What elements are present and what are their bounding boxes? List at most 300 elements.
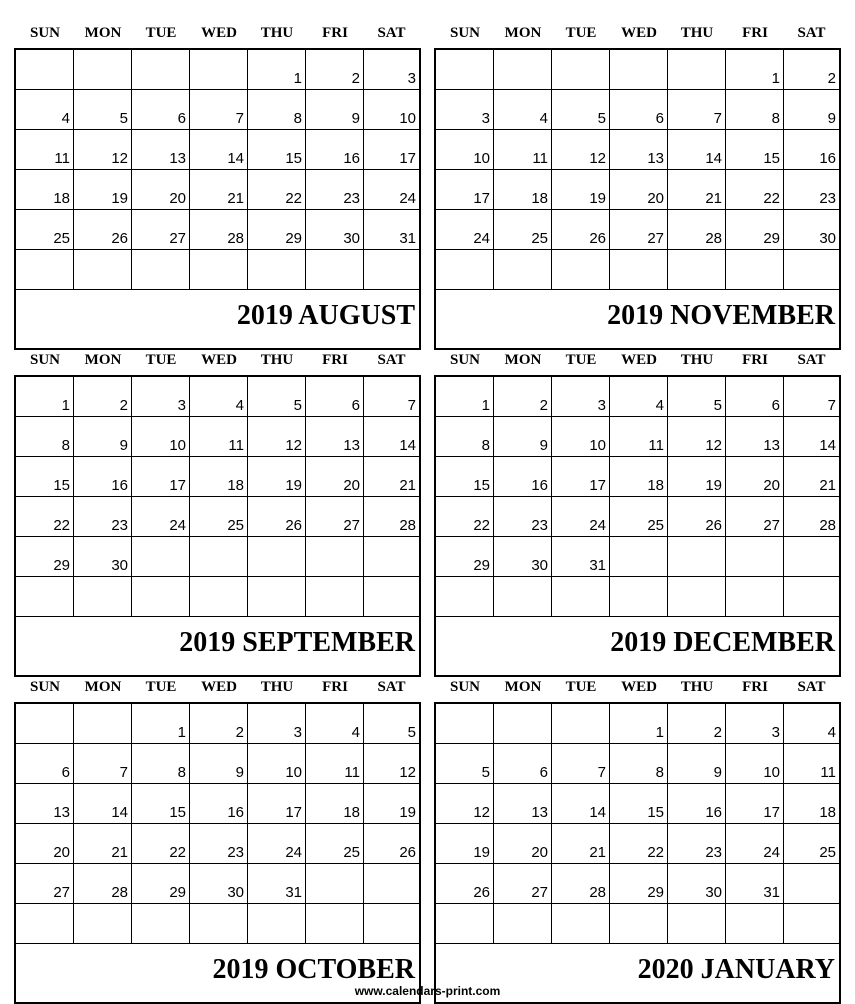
day-cell xyxy=(668,210,726,250)
day-number: 14 xyxy=(111,804,128,821)
day-cell xyxy=(132,904,190,944)
day-cell xyxy=(784,90,839,130)
day-cell xyxy=(726,457,784,497)
day-number: 28 xyxy=(819,517,836,534)
day-cell xyxy=(610,744,668,784)
day-number: 2 xyxy=(119,397,128,414)
day-cell xyxy=(16,784,74,824)
day-cell xyxy=(248,130,306,170)
day-cell xyxy=(16,250,74,290)
day-number: 21 xyxy=(111,844,128,861)
weekday-wed: WED xyxy=(201,25,237,41)
day-number: 11 xyxy=(228,437,244,454)
day-cell xyxy=(132,824,190,864)
month-grid xyxy=(434,702,841,1004)
day-cell xyxy=(74,537,132,577)
day-number: 8 xyxy=(177,764,186,781)
day-cell xyxy=(74,497,132,537)
day-cell xyxy=(74,577,132,617)
day-number: 12 xyxy=(285,437,302,454)
day-number: 18 xyxy=(227,477,244,494)
day-cell xyxy=(248,50,306,90)
day-cell xyxy=(132,50,190,90)
day-cell xyxy=(132,377,190,417)
day-cell xyxy=(74,170,132,210)
day-cell xyxy=(16,904,74,944)
day-cell xyxy=(784,50,839,90)
weekday-tue: TUE xyxy=(145,352,177,368)
day-cell xyxy=(668,864,726,904)
day-cell xyxy=(74,864,132,904)
day-cell xyxy=(16,417,74,457)
day-cell xyxy=(190,497,248,537)
day-cell xyxy=(784,704,839,744)
day-number: 28 xyxy=(589,884,606,901)
day-number: 21 xyxy=(705,190,722,207)
day-number: 12 xyxy=(473,804,490,821)
day-cell xyxy=(784,864,839,904)
day-number: 25 xyxy=(53,230,70,247)
day-number: 14 xyxy=(227,150,244,167)
day-number: 24 xyxy=(589,517,606,534)
day-number: 11 xyxy=(820,764,836,781)
day-cell xyxy=(436,457,494,497)
weekday-header xyxy=(434,349,841,375)
day-cell xyxy=(190,130,248,170)
day-cell xyxy=(610,210,668,250)
day-cell xyxy=(74,904,132,944)
day-cell xyxy=(248,864,306,904)
day-cell xyxy=(552,377,610,417)
day-number: 6 xyxy=(771,397,780,414)
day-cell xyxy=(190,537,248,577)
month-title: 2020 JANUARY xyxy=(637,954,835,985)
day-number: 7 xyxy=(119,764,128,781)
day-cell xyxy=(190,417,248,457)
day-number: 5 xyxy=(481,764,490,781)
day-cell xyxy=(668,497,726,537)
day-cell xyxy=(784,577,839,617)
day-cell xyxy=(494,377,552,417)
day-cell xyxy=(364,497,419,537)
day-cell xyxy=(132,170,190,210)
day-number: 19 xyxy=(705,477,722,494)
weekday-mon: MON xyxy=(504,25,542,41)
day-cell xyxy=(784,904,839,944)
day-cell xyxy=(248,497,306,537)
weekday-header xyxy=(14,349,421,375)
day-cell xyxy=(364,457,419,497)
day-number: 14 xyxy=(819,437,836,454)
day-number: 24 xyxy=(473,230,490,247)
weekday-sun: SUN xyxy=(29,679,60,695)
day-number: 8 xyxy=(61,437,70,454)
weekday-tue: TUE xyxy=(565,25,597,41)
day-cell xyxy=(610,170,668,210)
day-number: 30 xyxy=(819,230,836,247)
weekday-fri: FRI xyxy=(742,352,768,368)
weekday-sat: SAT xyxy=(377,679,406,695)
day-number: 26 xyxy=(705,517,722,534)
day-number: 23 xyxy=(705,844,722,861)
day-cell xyxy=(784,377,839,417)
day-cell xyxy=(132,90,190,130)
day-cell xyxy=(726,130,784,170)
day-number: 31 xyxy=(763,884,780,901)
day-cell xyxy=(494,50,552,90)
weekday-thu: THU xyxy=(260,679,294,695)
day-number: 15 xyxy=(53,477,70,494)
day-cell xyxy=(610,90,668,130)
day-cell xyxy=(16,824,74,864)
day-cell xyxy=(364,704,419,744)
day-number: 4 xyxy=(235,397,244,414)
day-cell xyxy=(190,457,248,497)
day-number: 8 xyxy=(293,110,302,127)
day-cell xyxy=(248,904,306,944)
day-cell xyxy=(248,824,306,864)
day-cell xyxy=(726,864,784,904)
day-cell xyxy=(248,744,306,784)
day-number: 9 xyxy=(351,110,360,127)
day-cell xyxy=(74,417,132,457)
day-cell xyxy=(552,130,610,170)
day-cell xyxy=(16,377,74,417)
day-number: 27 xyxy=(169,230,186,247)
month-grid xyxy=(14,48,421,350)
day-number: 20 xyxy=(763,477,780,494)
month-grid xyxy=(434,375,841,677)
day-number: 4 xyxy=(539,110,548,127)
day-number: 6 xyxy=(61,764,70,781)
day-number: 5 xyxy=(119,110,128,127)
month-grid xyxy=(14,702,421,1004)
day-cell xyxy=(364,250,419,290)
weekday-sun: SUN xyxy=(449,679,480,695)
weekday-wed: WED xyxy=(201,352,237,368)
day-cell xyxy=(726,377,784,417)
day-number: 4 xyxy=(827,724,836,741)
day-number: 13 xyxy=(53,804,70,821)
day-cell xyxy=(668,90,726,130)
day-cell xyxy=(784,457,839,497)
weekday-header xyxy=(434,676,841,702)
day-number: 7 xyxy=(597,764,606,781)
day-number: 16 xyxy=(343,150,360,167)
day-number: 12 xyxy=(399,764,416,781)
weekday-fri: FRI xyxy=(322,25,348,41)
day-cell xyxy=(610,537,668,577)
day-cell xyxy=(306,497,364,537)
day-number: 12 xyxy=(111,150,128,167)
day-cell xyxy=(248,784,306,824)
day-number: 9 xyxy=(827,110,836,127)
day-number: 10 xyxy=(399,110,416,127)
weekday-header xyxy=(14,676,421,702)
weekday-mon: MON xyxy=(84,679,122,695)
weekday-sat: SAT xyxy=(797,679,826,695)
day-cell xyxy=(494,864,552,904)
day-number: 13 xyxy=(763,437,780,454)
day-number: 27 xyxy=(343,517,360,534)
day-cell xyxy=(726,50,784,90)
day-cell xyxy=(552,50,610,90)
weekday-mon: MON xyxy=(84,352,122,368)
day-cell xyxy=(610,904,668,944)
day-number: 27 xyxy=(531,884,548,901)
day-cell xyxy=(132,250,190,290)
day-number: 18 xyxy=(819,804,836,821)
day-number: 17 xyxy=(169,477,186,494)
day-cell xyxy=(74,210,132,250)
day-number: 22 xyxy=(53,517,70,534)
day-number: 19 xyxy=(589,190,606,207)
day-number: 28 xyxy=(227,230,244,247)
day-cell xyxy=(74,784,132,824)
day-cell xyxy=(552,90,610,130)
day-number: 17 xyxy=(589,477,606,494)
day-cell xyxy=(784,210,839,250)
day-cell xyxy=(726,704,784,744)
day-cell xyxy=(16,130,74,170)
day-number: 17 xyxy=(285,804,302,821)
day-number: 25 xyxy=(531,230,548,247)
day-number: 25 xyxy=(343,844,360,861)
day-cell xyxy=(16,864,74,904)
day-number: 13 xyxy=(647,150,664,167)
day-number: 19 xyxy=(399,804,416,821)
day-number: 18 xyxy=(531,190,548,207)
month-title: 2019 DECEMBER xyxy=(610,627,835,658)
day-cell xyxy=(610,497,668,537)
day-number: 10 xyxy=(285,764,302,781)
day-number: 1 xyxy=(177,724,186,741)
day-cell xyxy=(436,704,494,744)
weekday-sat: SAT xyxy=(797,25,826,41)
weekday-wed: WED xyxy=(621,25,657,41)
day-number: 28 xyxy=(399,517,416,534)
day-cell xyxy=(248,90,306,130)
day-cell xyxy=(494,457,552,497)
day-cell xyxy=(306,537,364,577)
day-cell xyxy=(248,417,306,457)
day-cell xyxy=(494,824,552,864)
day-cell xyxy=(784,417,839,457)
day-cell xyxy=(494,704,552,744)
day-number: 20 xyxy=(169,190,186,207)
day-cell xyxy=(364,90,419,130)
weekday-header xyxy=(14,22,421,48)
day-number: 16 xyxy=(705,804,722,821)
day-cell xyxy=(364,50,419,90)
day-cell xyxy=(668,50,726,90)
day-cell xyxy=(784,537,839,577)
day-cell xyxy=(726,90,784,130)
month-grid xyxy=(434,48,841,350)
day-number: 23 xyxy=(531,517,548,534)
day-number: 5 xyxy=(597,110,606,127)
day-cell xyxy=(436,250,494,290)
day-cell xyxy=(190,210,248,250)
weekday-mon: MON xyxy=(504,679,542,695)
day-cell xyxy=(610,704,668,744)
day-cell xyxy=(306,577,364,617)
day-cell xyxy=(364,824,419,864)
day-cell xyxy=(190,704,248,744)
weekday-sat: SAT xyxy=(797,352,826,368)
day-cell xyxy=(190,864,248,904)
weekday-tue: TUE xyxy=(145,25,177,41)
day-cell xyxy=(726,537,784,577)
day-cell xyxy=(74,744,132,784)
day-number: 16 xyxy=(227,804,244,821)
day-cell xyxy=(364,170,419,210)
day-cell xyxy=(668,744,726,784)
day-cell xyxy=(364,784,419,824)
day-number: 3 xyxy=(177,397,186,414)
day-number: 14 xyxy=(589,804,606,821)
day-cell xyxy=(132,864,190,904)
day-cell xyxy=(306,904,364,944)
day-cell xyxy=(190,577,248,617)
day-cell xyxy=(16,170,74,210)
day-cell xyxy=(132,130,190,170)
day-cell xyxy=(248,704,306,744)
day-cell xyxy=(364,130,419,170)
day-cell xyxy=(436,50,494,90)
day-number: 23 xyxy=(227,844,244,861)
day-number: 8 xyxy=(771,110,780,127)
day-cell xyxy=(436,497,494,537)
weekday-sun: SUN xyxy=(29,352,60,368)
day-number: 3 xyxy=(407,70,416,87)
day-number: 24 xyxy=(399,190,416,207)
day-number: 26 xyxy=(111,230,128,247)
day-cell xyxy=(726,497,784,537)
day-cell xyxy=(190,377,248,417)
day-cell xyxy=(364,417,419,457)
day-cell xyxy=(610,50,668,90)
day-cell xyxy=(552,824,610,864)
day-cell xyxy=(784,130,839,170)
day-number: 27 xyxy=(647,230,664,247)
day-cell xyxy=(726,784,784,824)
day-number: 7 xyxy=(713,110,722,127)
day-cell xyxy=(784,744,839,784)
day-number: 11 xyxy=(648,437,664,454)
day-number: 11 xyxy=(532,150,548,167)
day-number: 30 xyxy=(531,557,548,574)
day-cell xyxy=(190,90,248,130)
day-cell xyxy=(668,824,726,864)
day-cell xyxy=(364,744,419,784)
day-cell xyxy=(132,210,190,250)
day-number: 3 xyxy=(293,724,302,741)
weekday-thu: THU xyxy=(260,25,294,41)
day-number: 6 xyxy=(655,110,664,127)
weekday-wed: WED xyxy=(621,352,657,368)
day-number: 25 xyxy=(819,844,836,861)
day-cell xyxy=(494,904,552,944)
day-cell xyxy=(190,250,248,290)
day-cell xyxy=(552,537,610,577)
day-cell xyxy=(668,577,726,617)
day-number: 1 xyxy=(771,70,780,87)
day-cell xyxy=(668,537,726,577)
day-number: 15 xyxy=(763,150,780,167)
day-cell xyxy=(726,417,784,457)
day-number: 17 xyxy=(399,150,416,167)
day-cell xyxy=(610,864,668,904)
day-cell xyxy=(16,210,74,250)
day-number: 23 xyxy=(111,517,128,534)
day-cell xyxy=(364,577,419,617)
day-cell xyxy=(552,904,610,944)
day-cell xyxy=(494,497,552,537)
day-number: 29 xyxy=(285,230,302,247)
day-cell xyxy=(436,90,494,130)
day-number: 31 xyxy=(399,230,416,247)
month-grid xyxy=(14,375,421,677)
day-cell xyxy=(132,704,190,744)
weekday-sun: SUN xyxy=(449,25,480,41)
day-cell xyxy=(74,457,132,497)
day-number: 4 xyxy=(61,110,70,127)
day-cell xyxy=(668,904,726,944)
day-cell xyxy=(306,170,364,210)
day-number: 21 xyxy=(227,190,244,207)
day-cell xyxy=(436,130,494,170)
month-title: 2019 NOVEMBER xyxy=(607,300,835,331)
day-cell xyxy=(726,744,784,784)
day-number: 26 xyxy=(399,844,416,861)
day-number: 16 xyxy=(111,477,128,494)
day-cell xyxy=(668,377,726,417)
day-cell xyxy=(610,417,668,457)
day-cell xyxy=(784,824,839,864)
day-cell xyxy=(132,744,190,784)
day-cell xyxy=(436,824,494,864)
day-number: 30 xyxy=(227,884,244,901)
day-cell xyxy=(306,744,364,784)
day-cell xyxy=(190,784,248,824)
day-number: 7 xyxy=(827,397,836,414)
day-number: 6 xyxy=(351,397,360,414)
day-number: 18 xyxy=(647,477,664,494)
day-number: 5 xyxy=(407,724,416,741)
day-number: 31 xyxy=(285,884,302,901)
month-title: 2019 OCTOBER xyxy=(212,954,415,985)
day-cell xyxy=(74,377,132,417)
day-number: 30 xyxy=(111,557,128,574)
day-cell xyxy=(16,537,74,577)
day-number: 29 xyxy=(647,884,664,901)
weekday-mon: MON xyxy=(84,25,122,41)
day-cell xyxy=(248,457,306,497)
weekday-sat: SAT xyxy=(377,25,406,41)
day-cell xyxy=(436,170,494,210)
day-number: 12 xyxy=(589,150,606,167)
day-cell xyxy=(306,824,364,864)
weekday-tue: TUE xyxy=(565,352,597,368)
day-number: 1 xyxy=(61,397,70,414)
day-number: 2 xyxy=(713,724,722,741)
site-url: www.calendars-print.com xyxy=(354,984,501,998)
day-cell xyxy=(784,170,839,210)
day-number: 10 xyxy=(169,437,186,454)
day-cell xyxy=(552,417,610,457)
day-number: 2 xyxy=(235,724,244,741)
